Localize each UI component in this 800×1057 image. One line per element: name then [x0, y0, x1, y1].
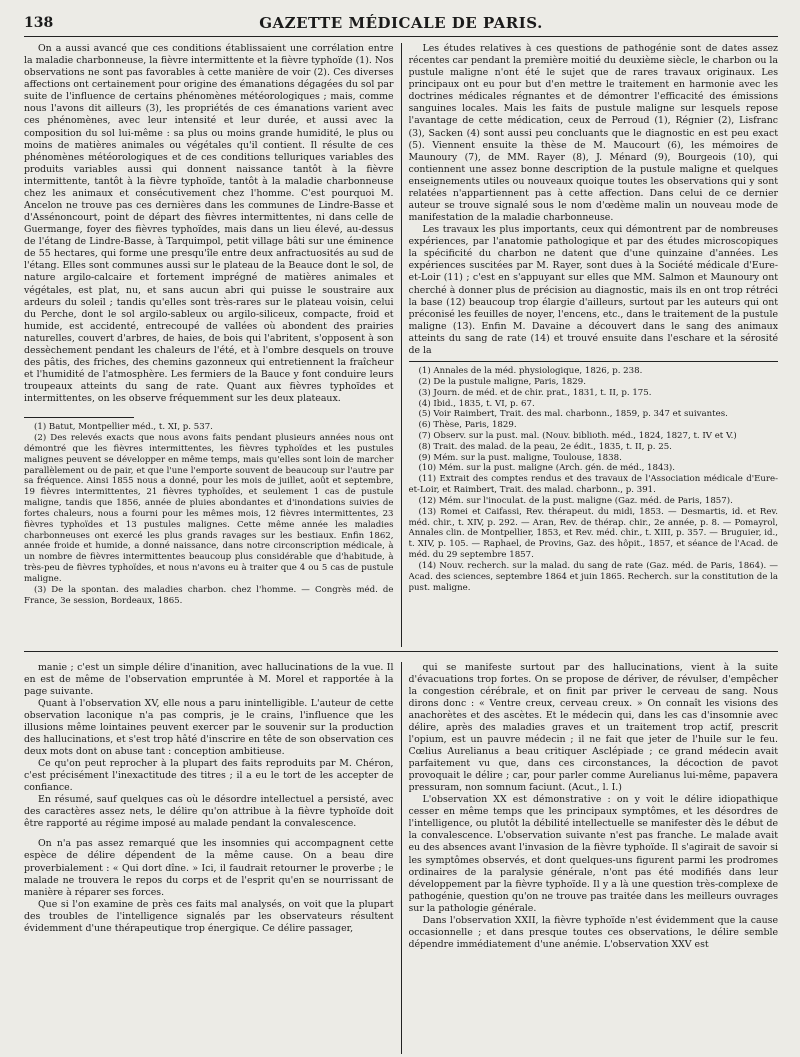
bottom-section [24, 662, 778, 1054]
footnote: (8) Trait. des malad. de la peau, 2e édit., 1835, t. II, p. 25. [418, 441, 672, 452]
body-paragraph: Que si l'on examine de près ces faits mal analysés, on voit que la plupart des troubles de l'intelligence signalés par les observateurs résultent évidemment d'une thérapeutique trop énergique. Ce délire passager, [24, 898, 394, 934]
footnote: (9) Mém. sur la pust. maligne, Toulouse, 1838. [418, 452, 622, 463]
footnote: (11) Extrait des comptes rendus et des travaux de l'Association médicale d'Eure-et-Loir, et Raimbert, Trait. des malad. charbonn., p. 391. [408, 474, 779, 496]
body-paragraph: En résumé, sauf quelques cas où le désordre intellectuel a persisté, avec des caractères assez nets, le délire qu'on attribue à la fièvre typhoïde doit être rapporté au régime imposé au malade pendant la convalescence. [24, 794, 394, 830]
body-paragraph: Les études relatives à ces questions de pathogénie sont de dates assez récentes car pendant la première moitié du deuxième siècle, le charbon ou la pustule maligne n'ont été le sujet que de rares travaux originaux. Les principaux ont eu pour but d'en mettre le traitement en harmonie avec les doctrines médicales régnantes et de démontrer l'efficacité des émissions sanguines locales. Mais les faits de pustule maligne sur lesquels repose l'avantage de cette médication, ceux de Perroud (1), Régnier (2), Lisfranc (3), Sacken (4) sont aussi peu concluants que le diagnostic en est peu exact (5). Viennent ensuite la thèse de M. Maucourt (6), les mémoires de Maunoury (7), de MM. Rayer (8), J. Ménard (9), Bourgeois (10), qui contiennent une assez bonne description de la pustule maligne et quelques enseignements utiles ou nouveaux quoique toutes les observations qui y sont relatées n'appartiennent pas à cette affection. Dans celui de ce dernier auteur se trouve signalé sous le nom d'œdème malin un nouveau mode de manifestation de la maladie charbonneuse. [408, 43, 779, 224]
footnote: (14) Nouv. recherch. sur la malad. du sang de rate (Gaz. méd. de Paris, 1864). — Acad. des sciences, septembre 1864 et juin 1865. Recherch. sur la constitution de la pust. maligne. [408, 560, 779, 593]
footnote: (5) Voir Raimbert, Trait. des mal. charbonn., 1859, p. 347 et suivantes. [418, 409, 728, 420]
body-paragraph: L'observation XX est démonstrative : on y voit le délire idiopathique cesser en même temps que les principaux symptômes, et les désordres de l'intelligence, ou plutôt la débilité intellectuelle se manifester dès le début de la convalescence. L'observation suivante n'est pas franche. Le malade avait eu des absences avant l'invasion de la fièvre typhoïde. Il s'agirait de savoir si les symptômes observés, et dont quelques-uns figurent parmi les prodromes ordinaires de la paralysie générale, n'ont pas été modifiés dans leur développement par la fièvre typhoïde. Il y a là une question très-complexe de pathogénie, question qu'on ne trouve pas traitée dans les meilleurs ouvrages sur la pathologie générale. [408, 794, 779, 914]
page-header [24, 10, 778, 37]
body-paragraph: manie ; c'est un simple délire d'inanition, avec hallucinations de la vue. Il en est de même de l'observation empruntée à M. Morel et rapportée à la page suivante. [24, 662, 394, 698]
section-divider [24, 651, 778, 652]
footnote: (1) Batut, Montpellier méd., t. XI, p. 537. [34, 422, 213, 433]
column-divider [401, 662, 402, 1054]
footnote-divider [24, 417, 134, 418]
page-number: 138 [24, 15, 54, 31]
body-paragraph: qui se manifeste surtout par des hallucinations, vient à la suite d'évacuations trop fortes. On se propose de dériver, de révulser, d'empêcher la congestion cérébrale, et on finit par priver le cerveau de sang. Nous dirons donc : « Ventre creux, cerveau creux. » On connaît les visions des anachorètes et des ascètes. Et le médecin qui, dans les cas d'insomnie avec délire, après des maladies graves et un traitement trop actif, prescrit l'opium, est un pauvre médecin ; il ne fait que jeter de l'huile sur le feu. Cœlius Aurelianus a beau critiquer Asclépiade ; ce grand médecin avait parfaitement vu que, dans ces circonstances, la décoction de pavot provoquait le délire ; car, pour parler comme Aurelianus lui-même, papavera pressuram, non somnum faciunt. (Acut., l. I.) [408, 662, 779, 794]
body-paragraph: Dans l'observation XXII, la fièvre typhoïde n'est évidemment que la cause occasionnelle ; et dans presque toutes ces observations, le délire semble dépendre immédiatement d'une anémie. L'observation XXV est [408, 914, 779, 950]
footnote: (1) Annales de la méd. physiologique, 1826, p. 238. [418, 366, 643, 377]
footnote-divider [409, 361, 779, 362]
body-paragraph: Quant à l'observation XV, elle nous a paru inintelligible. L'auteur de cette observation laconique n'a pas compris, je le crains, l'influence que les illusions même lointaines peuvent exercer par le souvenir sur la production des hallucinations, et s'est trop hâté d'inscrire en tête de son observation ces deux mots dont on abuse tant : conception ambitieuse. [24, 698, 394, 758]
body-paragraph: Les travaux les plus importants, ceux qui démontrent par de nombreuses expériences, par l'anatomie pathologique et par des études microscopiques la spécificité du charbon ne datent que d'une quinzaine d'années. Les expériences suscitées par M. Rayer, sont dues à la Société médicale d'Eure-et-Loir (11) ; c'est en s'appuyant sur elles que MM. Salmon et Maunoury ont cherché à donner plus de précision au diagnostic, mais ils en ont trop rétréci la base (12) beaucoup trop élargie d'ailleurs, surtout par les auteurs qui ont préconisé les feuilles de noyer, l'encens, etc., dans le traitement de la pustule maligne (13). Enfin M. Davaine a découvert dans le sang des animaux atteints du sang de rate (14) et trouvé ensuite dans l'eschare et la sérosité de la [408, 224, 779, 356]
footnote: (4) Ibid., 1835, t. VI, p. 67. [418, 398, 535, 409]
top-section [24, 43, 778, 647]
footnote: (6) Thèse, Paris, 1829. [418, 420, 517, 431]
footnote: (2) Des relevés exacts que nous avons faits pendant plusieurs années nous ont démontré que les fièvres intermittentes, les fièvres typhoïdes et les pustules malignes peuvent se développer en même temps, mais qu'elles sont loin de marcher parallèlement ou de pair, et que l'une l'emporte souvent de beaucoup sur l'autre par sa fréquence. Ainsi 1855 nous a donné, pour les mois de juillet, août et septembre, 19 fièvres intermittentes, 21 fièvres typhoïdes, et seulement 1 cas de pustule maligne, tandis que 1856, année de pluies abondantes et d'inondations suivies de fortes chaleurs, nous a fourni pour les mêmes mois, 12 fièvres intermittentes, 23 fièvres typhoïdes et 13 pustules malignes. Cette même année les maladies charbonneuses ont exercé les plus grands ravages sur les bestiaux. Enfin 1862, année froide et humide, a donné naissance, dans notre circonscription médicale, à un nombre de fièvres intermittentes beaucoup plus considérable que d'habitude, à très-peu de fièvres typhoïdes, et nous n'avons eu à traiter que 4 ou 5 cas de pustule maligne. [24, 433, 394, 584]
footnote: (7) Observ. sur la pust. mal. (Nouv. biblioth. méd., 1824, 1827, t. IV et V.) [418, 431, 737, 441]
body-paragraph: On n'a pas assez remarqué que les insomnies qui accompagnent cette espèce de délire dépendent de la même cause. On a beau dire proverbialement : « Qui dort dîne. » Ici, il faudrait retourner le proverbe ; le malade ne trouvera le repos du corps et de l'esprit qu'en se nourrissant de manière à réparer ses forces. [24, 838, 394, 898]
column-divider [401, 43, 402, 647]
body-paragraph: Ce qu'on peut reprocher à la plupart des faits reproduits par M. Chéron, c'est précisément l'inexactitude des titres ; il a eu le tort de les accepter de confiance. [24, 758, 394, 794]
footnote: (13) Romei et Caifassi, Rev. thérapeut. du midi, 1853. — Desmartis, id. et Rev. méd. chir., t. XIV, p. 292. — Aran, Rev. de thérap. chir., 2e année, p. 8. — Pomayrol, Annales clin. de Montpellier, 1853, et Rev. méd. chir., t. XIII, p. 357. — Bruguier, id., t. XIV, p. 105. — Raphael, de Provins, Gaz. des hôpit., 1857, et séance de l'Acad. de méd. du 29 septembre 1857. [408, 506, 779, 561]
bottom-right-column [409, 662, 779, 1054]
footnote: (10) Mém. sur la pust. maligne (Arch. gén. de méd., 1843). [418, 463, 676, 474]
top-left-column [24, 43, 394, 647]
footnote: (2) De la pustule maligne, Paris, 1829. [418, 376, 586, 387]
bottom-left-column [24, 662, 394, 1054]
footnote: (3) De la spontan. des maladies charbon. chez l'homme. — Congrès méd. de France, 3e session, Bordeaux, 1865. [24, 584, 394, 606]
footnote: (3) Journ. de méd. et de chir. prat., 1831, t. II, p. 175. [418, 387, 652, 398]
journal-title: GAZETTE MÉDICALE DE PARIS. [259, 14, 543, 32]
top-right-column [409, 43, 779, 647]
body-paragraph: On a aussi avancé que ces conditions établissaient une corrélation entre la maladie charbonneuse, la fièvre intermittente et la fièvre typhoïde (1). Nos observations ne sont pas favorables à cette manière de voir (2). Ces diverses affections ont certainement pour origine des émanations dégagées du sol par suite de l'influence de certains phénomènes météorologiques ; mais, comme nous l'avons dit ailleurs (3), les propriétés de ces émanations varient avec ces phénomènes, avec leur intensité et leur durée, et aussi avec la composition du sol lui-même : sa plus ou moins grande humidité, le plus ou moins de matières animales ou végétales qu'il contient. Il résulte de ces phénomènes météorologiques et de ces conditions telluriques variables des produits variables aussi qui donnent naissance tantôt à la fièvre intermittente, tantôt à la fièvre typhoïde, tantôt à la maladie charbonneuse chez les animaux et consécutivement chez l'homme. C'est pourquoi M. Ancelon ne trouve pas ces dernières dans les communes de Lindre-Basse et d'Assénoncourt, point de départ des fièvres intermittentes, ni dans celle de Guermange, foyer des fièvres typhoïdes, mais dans un lieu élevé, au-dessus de l'étang de Lindre-Basse, à Tarquimpol, petit village bâti sur une éminence de 55 hectares, qui forme une presqu'île entre deux anfractuosités au sud de l'étang. Elles sont communes aussi sur le plateau de la Beauce dont le sol, de nature argilo-calcaire et fortement imprégné de matières animales et végétales, est plat, nu, et sans aucun abri qui puisse le soustraire aux ardeurs du soleil ; tandis qu'elles sont très-rares sur le plateau voisin, celui du Perche, dont le sol argilo-sableux ou argilo-siliceux, compacte, froid et humide, est accidenté, entrecoupé de vallées où abondent des prairies naturelles, couvert d'arbres, de haies, de bois qui l'abritent, s'opposent à son dessèchement pendant les chaleurs de l'été, et à l'ombre desquels on trouve des pâtis, des friches, des chemins gazonneux qui entretiennent la fraîcheur et l'humidité de l'atmosphère. Les fermiers de la Bauce y font conduire leurs troupeaux atteints du sang de rate. Quant aux fièvres typhoïdes et intermittentes, on les observe fréquemment sur les deux plateaux. [24, 43, 394, 405]
footnote: (12) Mém. sur l'inoculat. de la pust. maligne (Gaz. méd. de Paris, 1857). [418, 495, 733, 506]
